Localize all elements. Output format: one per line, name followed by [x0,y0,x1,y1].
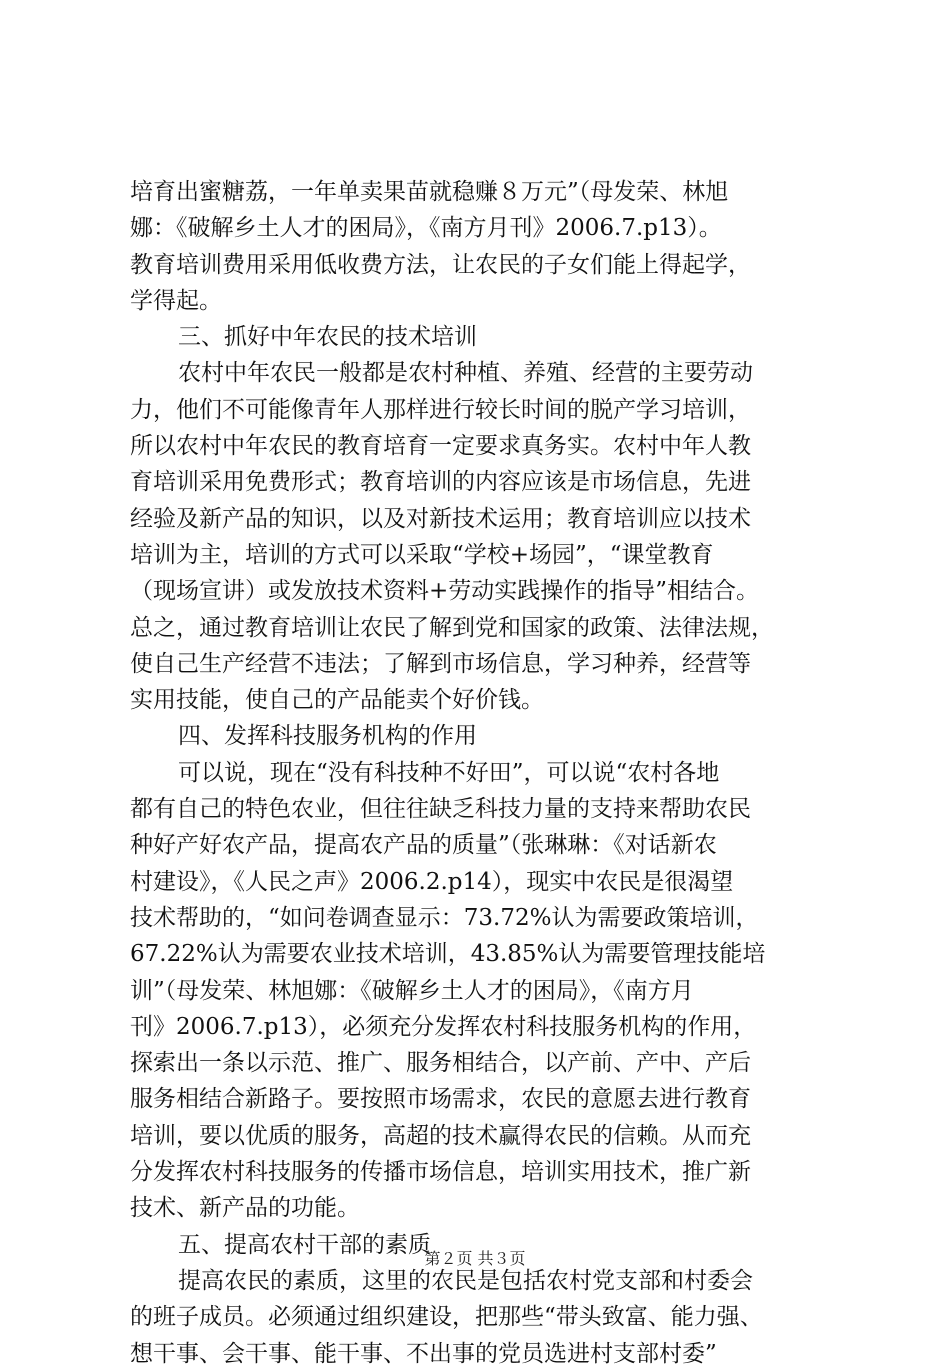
text-line: 培训为主，培训的方式可以采取“学校+场园”，“课堂教育 [130,541,714,568]
text-line: 育培训采用免费形式；教育培训的内容应该是市场信息，先进 [130,469,751,496]
text-line: 经验及新产品的知识，以及对新技术运用；教育培训应以技术 [130,505,751,532]
text-line: 的班子成员。必须通过组织建设，把那些“带头致富、能力强、 [130,1304,763,1331]
text-line: 力，他们不可能像青年人那样进行较长时间的脱产学习培训， [130,396,751,423]
text-line: 想干事、会干事、能干事、不出事的党员选进村支部村委” [130,1340,717,1367]
text-line: 培育出蜜糖荔，一年单卖果苗就稳赚８万元”（母发荣、林旭 [130,179,729,205]
text-line: 服务相结合新路子。要按照市场需求，农民的意愿去进行教育 [130,1086,751,1113]
text-line: 总之，通过教育培训让农民了解到党和国家的政策、法律法规， [130,614,774,641]
text-line: 探索出一条以示范、推广、服务相结合，以产前、产中、产后 [130,1050,751,1077]
text-line: 使自己生产经营不违法；了解到市场信息，学习种养，经营等 [130,650,751,677]
text-line: 所以农村中年农民的教育培育一定要求真务实。农村中年人教 [130,433,751,460]
text-line: 村建设》，《人民之声》2006.2.p14），现实中农民是很渴望 [130,868,734,895]
text-line: 种好产好农产品，提高农产品的质量”（张琳琳：《对话新农 [130,832,717,859]
text-line: 训”（母发荣、林旭娜：《破解乡土人才的困局》，《南方月 [130,977,694,1004]
text-line: 67.22%认为需要农业技术培训，43.85%认为需要管理技能培 [130,941,766,968]
text-line: 提高农民的素质，这里的农民是包括农村党支部和村委会 [178,1267,753,1294]
text-line: 学得起。 [130,287,222,314]
text-line: 教育培训费用采用低收费方法，让农民的子女们能上得起学， [130,251,751,278]
text-line: 培训，要以优质的服务，高超的技术赢得农民的信赖。从而充 [130,1122,751,1149]
text-line: 技术、新产品的功能。 [130,1195,360,1222]
section-heading: 五、提高农村干部的素质 [178,1231,431,1258]
page-number-footer: 第２页 共３页 [424,1249,526,1268]
text-line: （现场宣讲）或发放技术资料+劳动实践操作的指导”相结合。 [130,578,760,605]
text-line: 娜：《破解乡土人才的困局》，《南方月刊》2006.7.p13）。 [130,215,722,242]
document-body [130,174,845,1372]
text-line: 刊》2006.7.p13），必须充分发挥农村科技服务机构的作用， [130,1013,757,1040]
text-line: 都有自己的特色农业，但往往缺乏科技力量的支持来帮助农民 [130,796,751,823]
text-line: 分发挥农村科技服务的传播市场信息，培训实用技术，推广新 [130,1159,751,1186]
text-line: 可以说，现在“没有科技种不好田”，可以说“农村各地 [178,759,720,786]
section-heading: 三、抓好中年农民的技术培训 [178,324,477,351]
text-line: 技术帮助的，“如问卷调查显示：73.72%认为需要政策培训， [130,904,759,931]
text-line: 实用技能，使自己的产品能卖个好价钱。 [130,687,544,714]
section-heading: 四、发挥科技服务机构的作用 [178,723,477,750]
text-line: 农村中年农民一般都是农村种植、养殖、经营的主要劳动 [178,360,753,387]
